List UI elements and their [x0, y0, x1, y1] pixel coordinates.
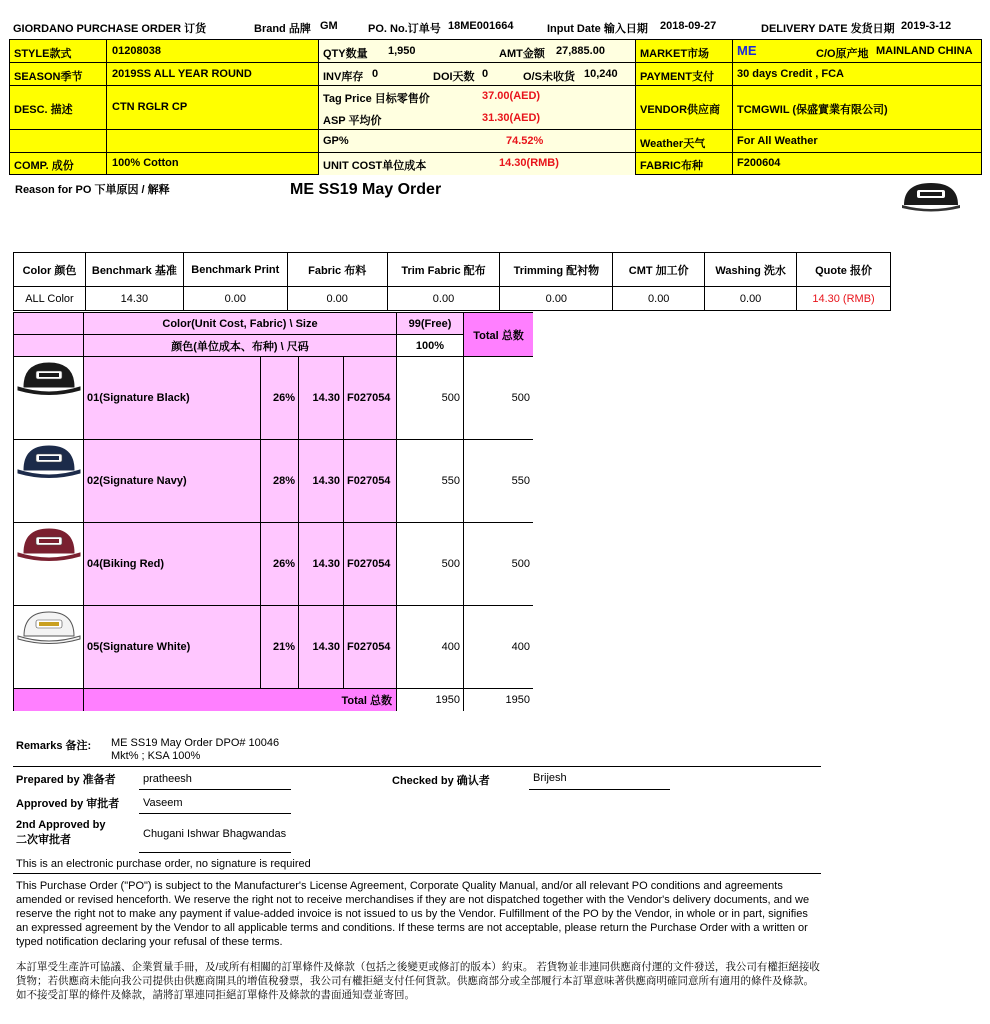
po-header [13, 20, 973, 36]
style-label: STYLE款式 [14, 48, 72, 60]
quote-cell: 0.00 [705, 287, 797, 311]
size-header: 99(Free) [397, 313, 464, 335]
weather-label: Weather天气 [640, 138, 706, 150]
asp-value: 31.30(AED) [482, 112, 541, 124]
color-pct-cell: 21% [261, 606, 299, 689]
fabric-cell: F027054 [344, 523, 397, 606]
prepared-value: pratheesh [143, 773, 192, 785]
prepared-label: Prepared by 准备者 [16, 774, 116, 786]
grid-footer-total: 1950 [464, 689, 533, 711]
qty-cell: 500 [397, 523, 464, 606]
terms-chinese: 本訂單受生產許可協議、企業質量手冊，及/或所有相關的訂單條件及條款（包括之後變更或修訂的版本）約束。 若貨物並非連同供應商付運的文件發送，我公司有權拒絕接收貨物；若供應商未能向我公司提供由供應商開具的增值稅發票，我公司有權拒絕支付任何貨款。供應商部分或全部履行本訂單意味著供應商明確同意所有適用的條件及條款。如不接受訂單的條件及條款，請將訂單連同拒絕訂單條件及條款的書面通知壹並寄回。 [16, 961, 820, 1001]
vendor-label: VENDOR供应商 [640, 104, 721, 116]
checked-label: Checked by 确认者 [392, 775, 490, 787]
gp-value: 74.52% [506, 135, 544, 147]
po-number-value: 18ME001664 [448, 20, 514, 32]
desc-value: CTN RGLR CP [112, 101, 188, 113]
color-size-table [13, 312, 533, 711]
po-title: GIORDANO PURCHASE ORDER 订货 [13, 23, 207, 35]
size-pct: 100% [397, 335, 464, 357]
quote-header-washing: Washing 洗水 [705, 253, 797, 287]
market-value: ME [737, 43, 757, 58]
fabric-label: FABRIC布种 [640, 160, 703, 172]
quote-header-benchmark-print: Benchmark Print [183, 253, 287, 287]
row-total-cell: 550 [464, 440, 533, 523]
cap-image-icon [16, 608, 82, 648]
grid-footer-label: Total 总数 [84, 689, 397, 711]
quote-cell: 0.00 [387, 287, 500, 311]
inv-label: INV库存 [323, 71, 364, 83]
payment-label: PAYMENT支付 [640, 71, 714, 83]
second-approved-label: 2nd Approved by [16, 819, 106, 831]
cap-image-icon [16, 359, 82, 399]
unit-cost-cell: 14.30 [299, 440, 344, 523]
remarks-line-2: Mkt% ; KSA 100% [111, 750, 201, 762]
quote-cell: 14.30 [85, 287, 183, 311]
total-header: Total 总数 [464, 313, 533, 357]
season-value: 2019SS ALL YEAR ROUND [112, 68, 252, 80]
color-pct-cell: 28% [261, 440, 299, 523]
cap-image-icon [16, 442, 82, 482]
quote-cell: 0.00 [500, 287, 613, 311]
delivery-date-value: 2019-3-12 [901, 20, 952, 32]
quote-header-trim-fabric: Trim Fabric 配布 [387, 253, 500, 287]
quote-cell: 0.00 [613, 287, 705, 311]
grid-header-color-zh: 颜色(单位成本、布种) \ 尺码 [84, 335, 397, 357]
brand-label: Brand 品牌 [254, 23, 311, 35]
qty-value: 1,950 [388, 45, 416, 57]
quote-cell-total: 14.30 (RMB) [797, 287, 891, 311]
amt-label: AMT金额 [499, 48, 545, 60]
quote-table [13, 252, 891, 311]
unit-cost-cell: 14.30 [299, 606, 344, 689]
quote-cell: 0.00 [287, 287, 387, 311]
color-name-cell: 04(Biking Red) [84, 523, 261, 606]
grid-footer-qty: 1950 [397, 689, 464, 711]
color-name-cell: 05(Signature White) [84, 606, 261, 689]
asp-label: ASP 平均价 [323, 115, 382, 127]
unit-cost-cell: 14.30 [299, 523, 344, 606]
electronic-note: This is an electronic purchase order, no signature is required [16, 858, 311, 870]
cap-image-icon [16, 525, 82, 565]
quote-cell: 0.00 [183, 287, 287, 311]
approved-value: Vaseem [143, 797, 183, 809]
quote-cell: ALL Color [14, 287, 86, 311]
remarks-label: Remarks 备注: [16, 740, 92, 752]
vendor-value: TCMGWIL (保盛實業有限公司) [737, 104, 888, 116]
doi-value: 0 [482, 68, 489, 80]
order-info-block [9, 39, 982, 175]
quote-header-benchmark: Benchmark 基准 [85, 253, 183, 287]
color-image-cell [14, 523, 84, 606]
color-pct-cell: 26% [261, 523, 299, 606]
quote-header-cmt: CMT 加工价 [613, 253, 705, 287]
quote-header-fabric: Fabric 布料 [287, 253, 387, 287]
payment-value: 30 days Credit , FCA [737, 68, 844, 80]
desc-label: DESC. 描述 [14, 104, 73, 116]
row-total-cell: 400 [464, 606, 533, 689]
remarks-line-1: ME SS19 May Order DPO# 10046 [111, 737, 280, 749]
terms-english: This Purchase Order ("PO") is subject to the Manufacturer's License Agreement, Corporate Quality Manual, and/or all relevant PO conditions and agreements amended or revised henceforth. We reserve the right not to receive merchandises if they are not dispatched together with the Vendor's delivery documents, and we reserve the right not to make any payment if value-added invoice is not issued to us by the Vendor. Fulfillment of the PO by the Vendor, in whole or in part, signifies an expressed agreement by the Vendor to all applicable terms and conditions. If these terms are not acceptable, please return the Purchase Order with a written or typed notification declaring your refusal of these terms. [16, 880, 810, 948]
fabric-cell: F027054 [344, 440, 397, 523]
color-image-cell [14, 357, 84, 440]
approved-label: Approved by 审批者 [16, 798, 120, 810]
amt-value: 27,885.00 [556, 45, 605, 57]
inv-value: 0 [372, 68, 379, 80]
weather-value: For All Weather [737, 135, 818, 147]
tag-price-label: Tag Price 目标零售价 [323, 93, 430, 105]
second-approved-value: Chugani Ishwar Bhagwandas [143, 828, 287, 840]
quote-header-quote: Quote 报价 [797, 253, 891, 287]
color-image-cell [14, 606, 84, 689]
fabric-cell: F027054 [344, 606, 397, 689]
os-value: 10,240 [584, 68, 618, 80]
qty-cell: 400 [397, 606, 464, 689]
row-total-cell: 500 [464, 357, 533, 440]
qty-label: QTY数量 [323, 48, 368, 60]
second-approved-label-zh: 二次审批者 [16, 834, 71, 846]
doi-label: DOI天数 [433, 71, 475, 83]
color-image-cell [14, 440, 84, 523]
tag-price-value: 37.00(AED) [482, 90, 541, 102]
qty-cell: 500 [397, 357, 464, 440]
color-name-cell: 01(Signature Black) [84, 357, 261, 440]
checked-value: Brijesh [533, 772, 567, 784]
gp-label: GP% [323, 135, 349, 147]
co-label: C/O原产地 [816, 48, 869, 60]
comp-value: 100% Cotton [112, 157, 179, 169]
season-label: SEASON季节 [14, 71, 83, 83]
cap-thumbnail-icon [898, 179, 964, 215]
unit-cost-label: UNIT COST单位成本 [323, 160, 427, 172]
os-label: O/S未收货 [523, 71, 575, 83]
po-number-label: PO. No.订单号 [368, 23, 441, 35]
order-title: ME SS19 May Order [290, 181, 442, 198]
grid-header-color-en: Color(Unit Cost, Fabric) \ Size [84, 313, 397, 335]
co-value: MAINLAND CHINA [876, 45, 973, 57]
input-date-label: Input Date 输入日期 [547, 23, 648, 35]
market-label: MARKET市场 [640, 48, 710, 60]
color-pct-cell: 26% [261, 357, 299, 440]
brand-value: GM [320, 20, 338, 32]
color-name-cell: 02(Signature Navy) [84, 440, 261, 523]
unit-cost-cell: 14.30 [299, 357, 344, 440]
input-date-value: 2018-09-27 [660, 20, 717, 32]
style-value: 01208038 [112, 45, 161, 57]
unit-cost-value: 14.30(RMB) [499, 157, 559, 169]
comp-label: COMP. 成份 [14, 160, 74, 172]
row-total-cell: 500 [464, 523, 533, 606]
reason-label: Reason for PO 下単原因 / 解释 [15, 184, 170, 196]
fabric-value: F200604 [737, 157, 781, 169]
qty-cell: 550 [397, 440, 464, 523]
quote-header-color: Color 颜色 [14, 253, 86, 287]
delivery-date-label: DELIVERY DATE 发货日期 [761, 23, 895, 35]
fabric-cell: F027054 [344, 357, 397, 440]
quote-header-trimming: Trimming 配衬物 [500, 253, 613, 287]
